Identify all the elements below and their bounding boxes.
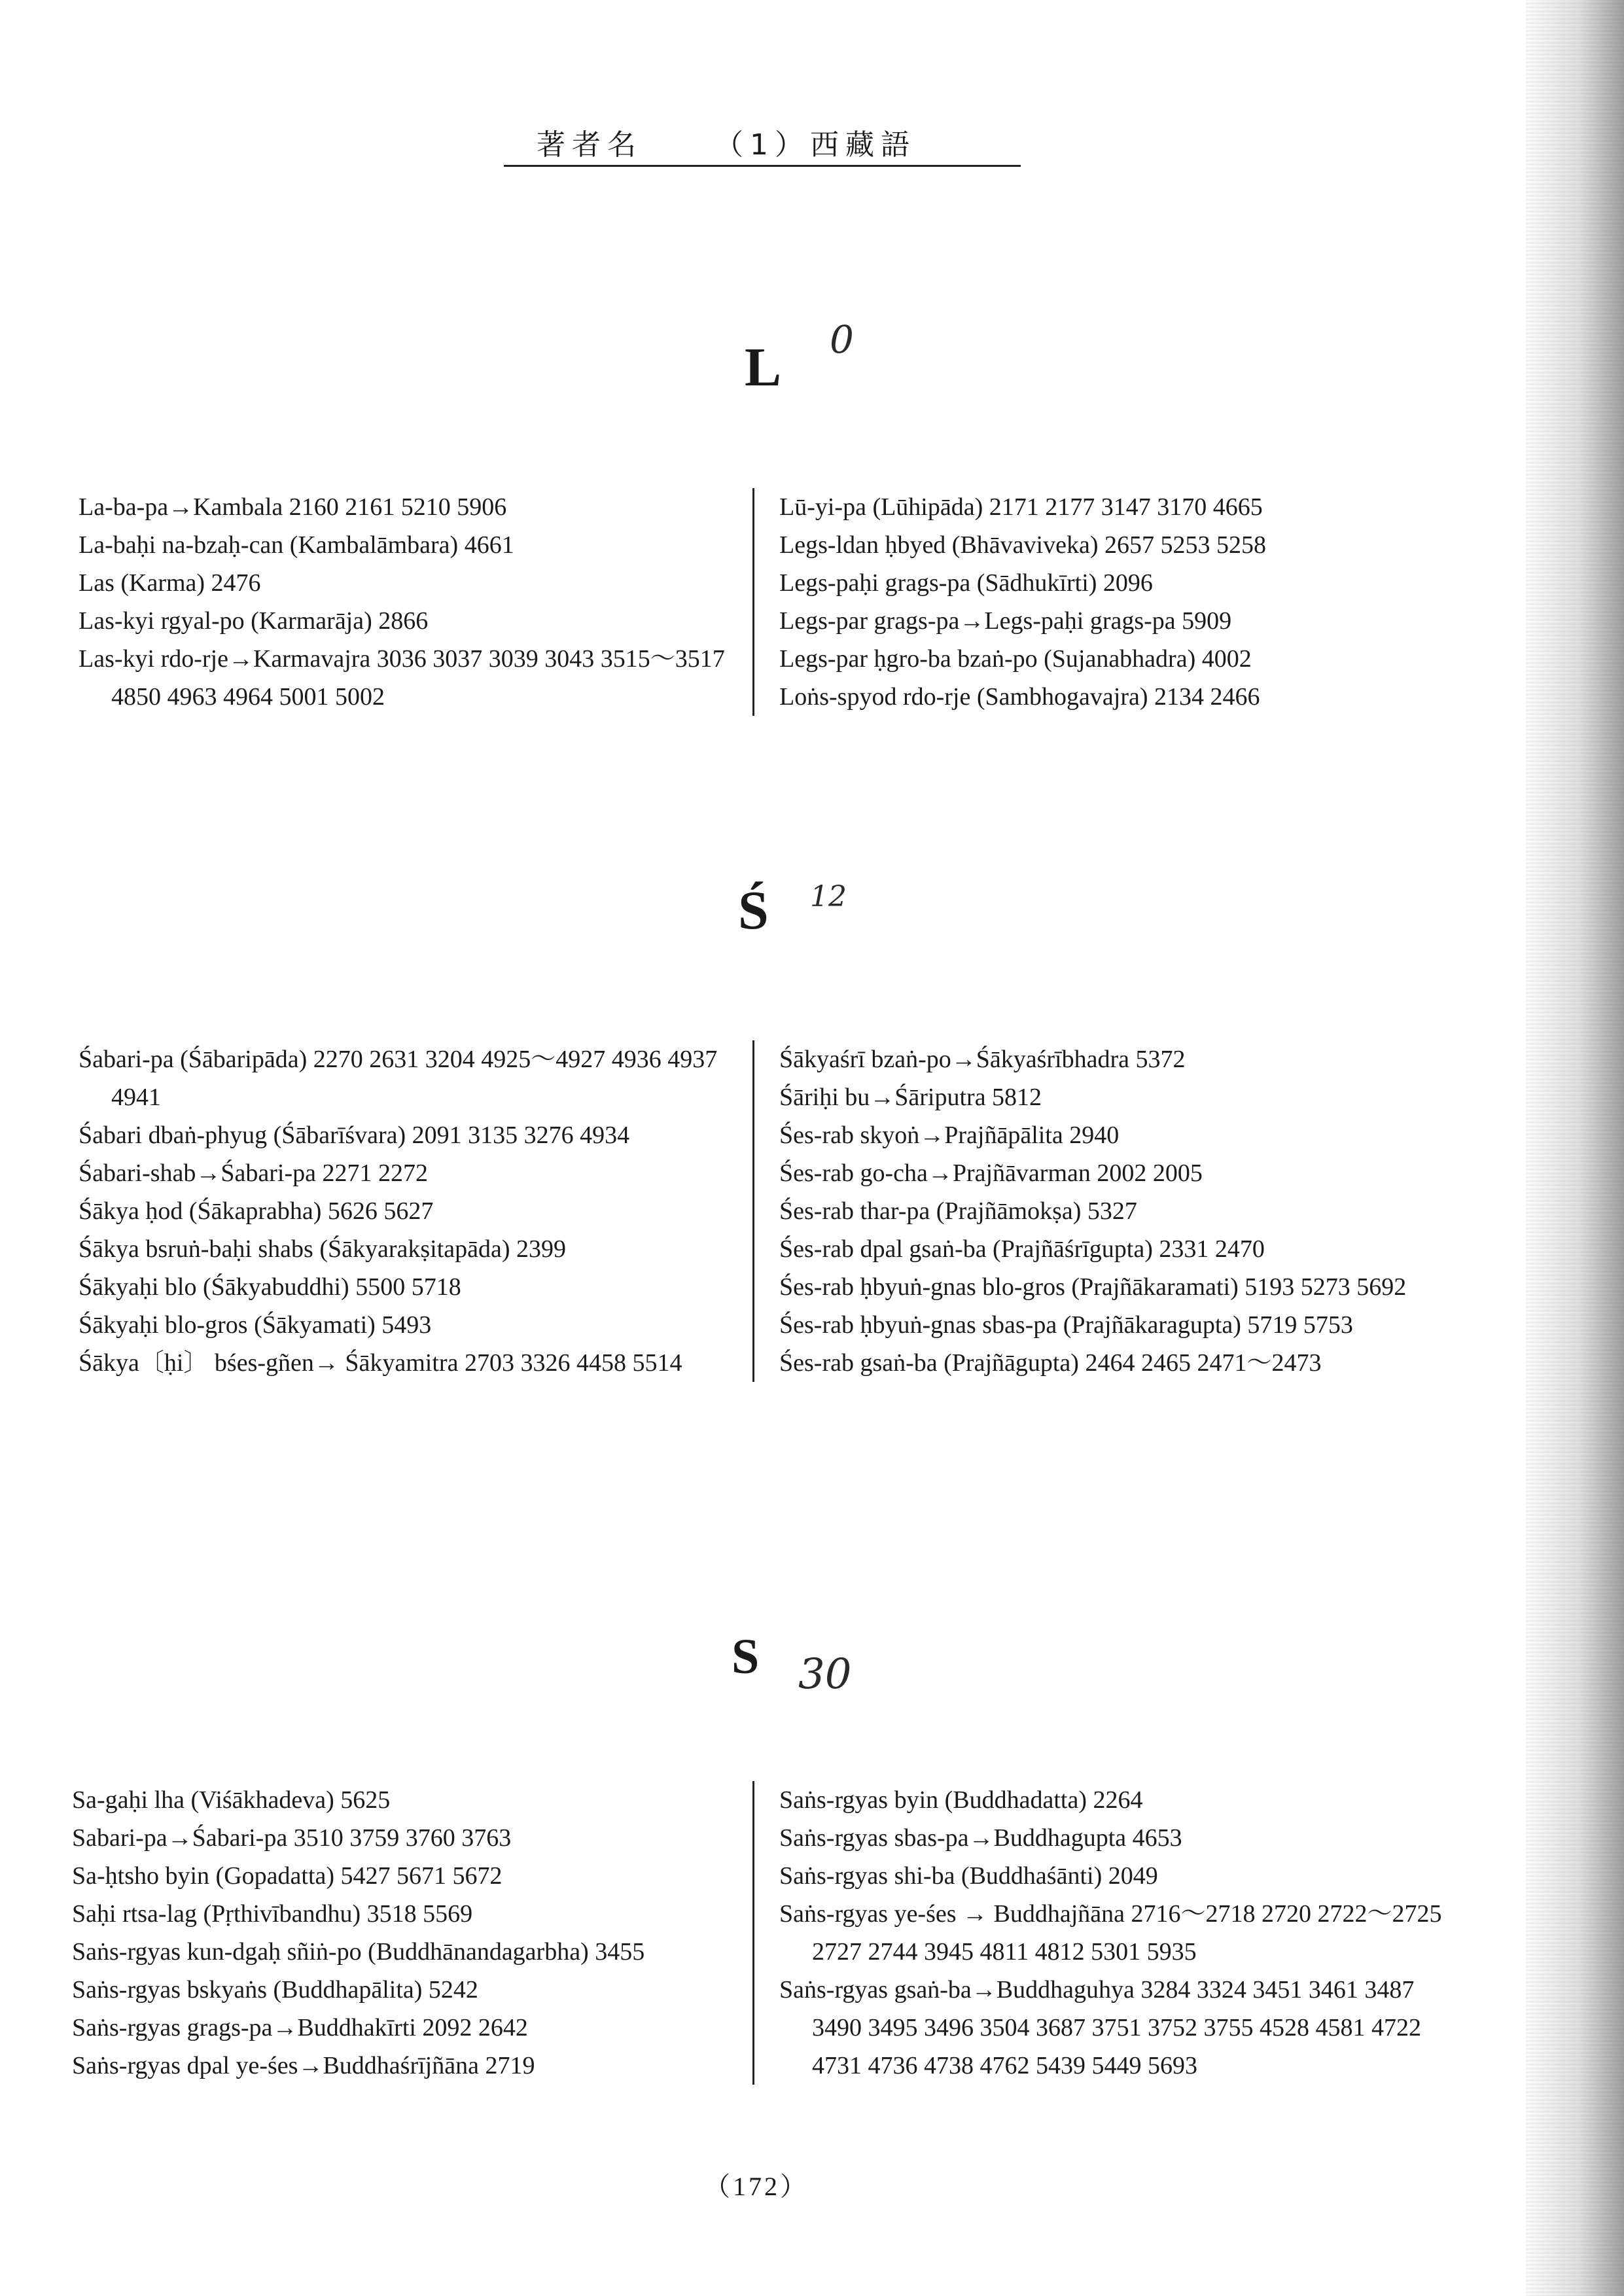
section-letter-s: S	[732, 1629, 760, 1684]
section-l-left-column	[79, 488, 746, 716]
index-entry: Śāriḥi bu→Śāriputra 5812	[779, 1084, 1042, 1111]
header-right: （1）西藏語	[715, 128, 916, 162]
index-entry: Las-kyi rdo-rje→Karmavajra 3036 3037 3039 3043 3515～3517 4850 4963 4964 5001 5002	[79, 645, 725, 711]
index-entry: Saṅs-rgyas grags-pa→Buddhakīrti 2092 2642	[72, 2014, 528, 2041]
index-entry: La-ba-pa→Kambala 2160 2161 5210 5906	[79, 493, 507, 521]
index-entry: Śākyaḥi blo-gros (Śākyamati) 5493	[79, 1311, 432, 1339]
section-letter-l: L	[745, 337, 782, 398]
index-entry: Saṅs-rgyas dpal ye-śes→Buddhaśrījñāna 2719	[72, 2052, 535, 2079]
index-entry: Saṅs-rgyas byin (Buddhadatta) 2264	[779, 1786, 1143, 1814]
index-entry: Śabari dbaṅ-phyug (Śābarīśvara) 2091 3135 3276 4934	[79, 1122, 630, 1149]
index-entry: Legs-par grags-pa→Legs-paḥi grags-pa 5909	[779, 607, 1232, 635]
index-entry: Śes-rab go-cha→Prajñāvarman 2002 2005	[779, 1159, 1203, 1187]
index-entry: Śabari-shab→Śabari-pa 2271 2272	[79, 1159, 428, 1187]
page-number: （172）	[704, 2172, 809, 2201]
index-entry: Sabari-pa→Śabari-pa 3510 3759 3760 3763	[72, 1824, 512, 1852]
index-entry: Sa-ḥtsho byin (Gopadatta) 5427 5671 5672	[72, 1862, 503, 1890]
handwritten-note-s-acute: 12	[810, 880, 847, 913]
index-entry: Lū-yi-pa (Lūhipāda) 2171 2177 3147 3170 4665	[779, 493, 1263, 521]
index-entry: La-baḥi na-bzaḥ-can (Kambalāmbara) 4661	[79, 531, 514, 559]
index-entry: Saḥi rtsa-lag (Pṛthivībandhu) 3518 5569	[72, 1900, 473, 1928]
index-entry: Legs-paḥi grags-pa (Sādhukīrti) 2096	[779, 569, 1153, 597]
index-entry: Sa-gaḥi lha (Viśākhadeva) 5625	[72, 1786, 391, 1814]
index-entry: Saṅs-rgyas kun-dgaḥ sñiṅ-po (Buddhānandagarbha) 3455	[72, 1938, 645, 1966]
index-entry: Śes-rab thar-pa (Prajñāmokṣa) 5327	[779, 1197, 1137, 1225]
section-s-acute-left-column	[79, 1040, 746, 1382]
index-entry: Śākya ḥod (Śākaprabha) 5626 5627	[79, 1197, 434, 1225]
section-l-right-column	[752, 488, 1460, 716]
index-entry: Saṅs-rgyas bskyaṅs (Buddhapālita) 5242	[72, 1976, 478, 2004]
index-entry: Loṅs-spyod rdo-rje (Sambhogavajra) 2134 2466	[779, 683, 1260, 711]
scan-edge-shadow	[1526, 0, 1624, 2296]
header-left: 著者名	[537, 128, 643, 162]
running-header	[504, 119, 1021, 167]
handwritten-note-s: 30	[798, 1650, 852, 1699]
index-entry: Śes-rab dpal gsaṅ-ba (Prajñāśrīgupta) 2331 2470	[779, 1235, 1265, 1263]
index-entry: Śes-rab ḥbyuṅ-gnas blo-gros (Prajñākaramati) 5193 5273 5692	[779, 1273, 1407, 1301]
section-s-right-column	[752, 1781, 1460, 2085]
index-entry: Legs-par ḥgro-ba bzaṅ-po (Sujanabhadra) 4002	[779, 645, 1252, 673]
section-s-acute-right-column	[752, 1040, 1460, 1382]
index-entry: Śākya〔ḥi〕 bśes-gñen→ Śākyamitra 2703 3326 4458 5514	[79, 1349, 682, 1377]
index-entry: Saṅs-rgyas sbas-pa→Buddhagupta 4653	[779, 1824, 1182, 1852]
index-entry: Śes-rab gsaṅ-ba (Prajñāgupta) 2464 2465 2471～2473	[779, 1349, 1322, 1377]
section-s-left-column	[72, 1781, 746, 2085]
index-entry: Saṅs-rgyas gsaṅ-ba→Buddhaguhya 3284 3324 3451 3461 3487 3490 3495 3496 3504 3687 3751 3752 3755 4528 4581 4722 4731 4736 4738 4762 5439 5449 5693	[779, 1976, 1421, 2079]
index-entry: Legs-ldan ḥbyed (Bhāvaviveka) 2657 5253 5258	[779, 531, 1266, 559]
index-entry: Śes-rab skyoṅ→Prajñāpālita 2940	[779, 1122, 1120, 1149]
handwritten-note-l: 0	[830, 317, 854, 362]
index-entry: Las (Karma) 2476	[79, 569, 261, 597]
index-entry: Śākyaśrī bzaṅ-po→Śākyaśrībhadra 5372	[779, 1046, 1186, 1073]
index-entry: Las-kyi rgyal-po (Karmarāja) 2866	[79, 607, 429, 635]
index-entry: Śākya bsruṅ-baḥi shabs (Śākyarakṣitapāda) 2399	[79, 1235, 567, 1263]
index-entry: Śes-rab ḥbyuṅ-gnas sbas-pa (Prajñākaragupta) 5719 5753	[779, 1311, 1353, 1339]
index-entry: Saṅs-rgyas shi-ba (Buddhaśānti) 2049	[779, 1862, 1158, 1890]
index-entry: Śabari-pa (Śābaripāda) 2270 2631 3204 4925～4927 4936 4937 4941	[79, 1046, 718, 1111]
index-entry: Śākyaḥi blo (Śākyabuddhi) 5500 5718	[79, 1273, 461, 1301]
section-letter-s-acute: Ś	[738, 880, 769, 941]
index-entry: Saṅs-rgyas ye-śes → Buddhajñāna 2716～2718 2720 2722～2725 2727 2744 3945 4811 4812 5301 5935	[779, 1900, 1442, 1966]
